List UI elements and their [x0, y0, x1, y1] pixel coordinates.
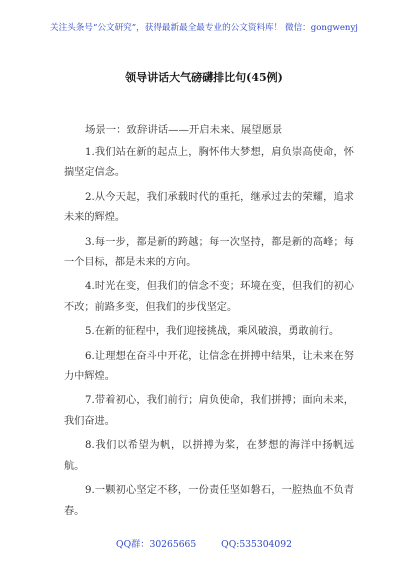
list-item: 1.我们站在新的起点上，胸怀伟大梦想，肩负崇高使命，怀揣坚定信念。 — [64, 147, 354, 179]
scene-heading: 场景一：致辞讲话——开启未来、展望愿景 — [85, 124, 283, 136]
footer — [0, 536, 408, 550]
list-item: 3.每一步，都是新的跨越；每一次坚持，都是新的高峰；每一个目标，都是未来的方向。 — [64, 236, 354, 269]
list-item: 4.时光在变，但我们的信念不变；环境在变，但我们的初心不改；前路多变，但我们的步伐坚定。 — [64, 281, 354, 313]
list-item: 9.一颗初心坚定不移，一份责任坚如磐石，一腔热血不负青春。 — [64, 485, 354, 517]
list-item: 2.从今天起，我们承载时代的重托，继承过去的荣耀，追求未来的辉煌。 — [64, 191, 354, 224]
sentence-list — [64, 143, 354, 526]
list-item: 8.我们以希望为帆，以拼搏为桨，在梦想的海洋中扬帆远航。 — [64, 440, 354, 472]
list-item: 5.在新的征程中，我们迎接挑战，乘风破浪，勇敢前行。 — [85, 326, 340, 338]
footer-qq: QQ:535304092 — [221, 539, 292, 550]
footer-qq-group: QQ群：30265665 — [116, 539, 197, 550]
header-note: 关注头条号“公文研究”，获得最新最全最专业的公文资料库！ 微信：gongwenyj — [50, 23, 358, 33]
list-item: 6.让理想在奋斗中开花，让信念在拼搏中结果，让未来在努力中辉煌。 — [64, 350, 354, 383]
list-item: 7.带着初心，我们前行；肩负使命，我们拼搏；面向未来，我们奋进。 — [64, 395, 354, 427]
document-title: 领导讲话大气磅礴排比句(45例) — [125, 71, 283, 84]
